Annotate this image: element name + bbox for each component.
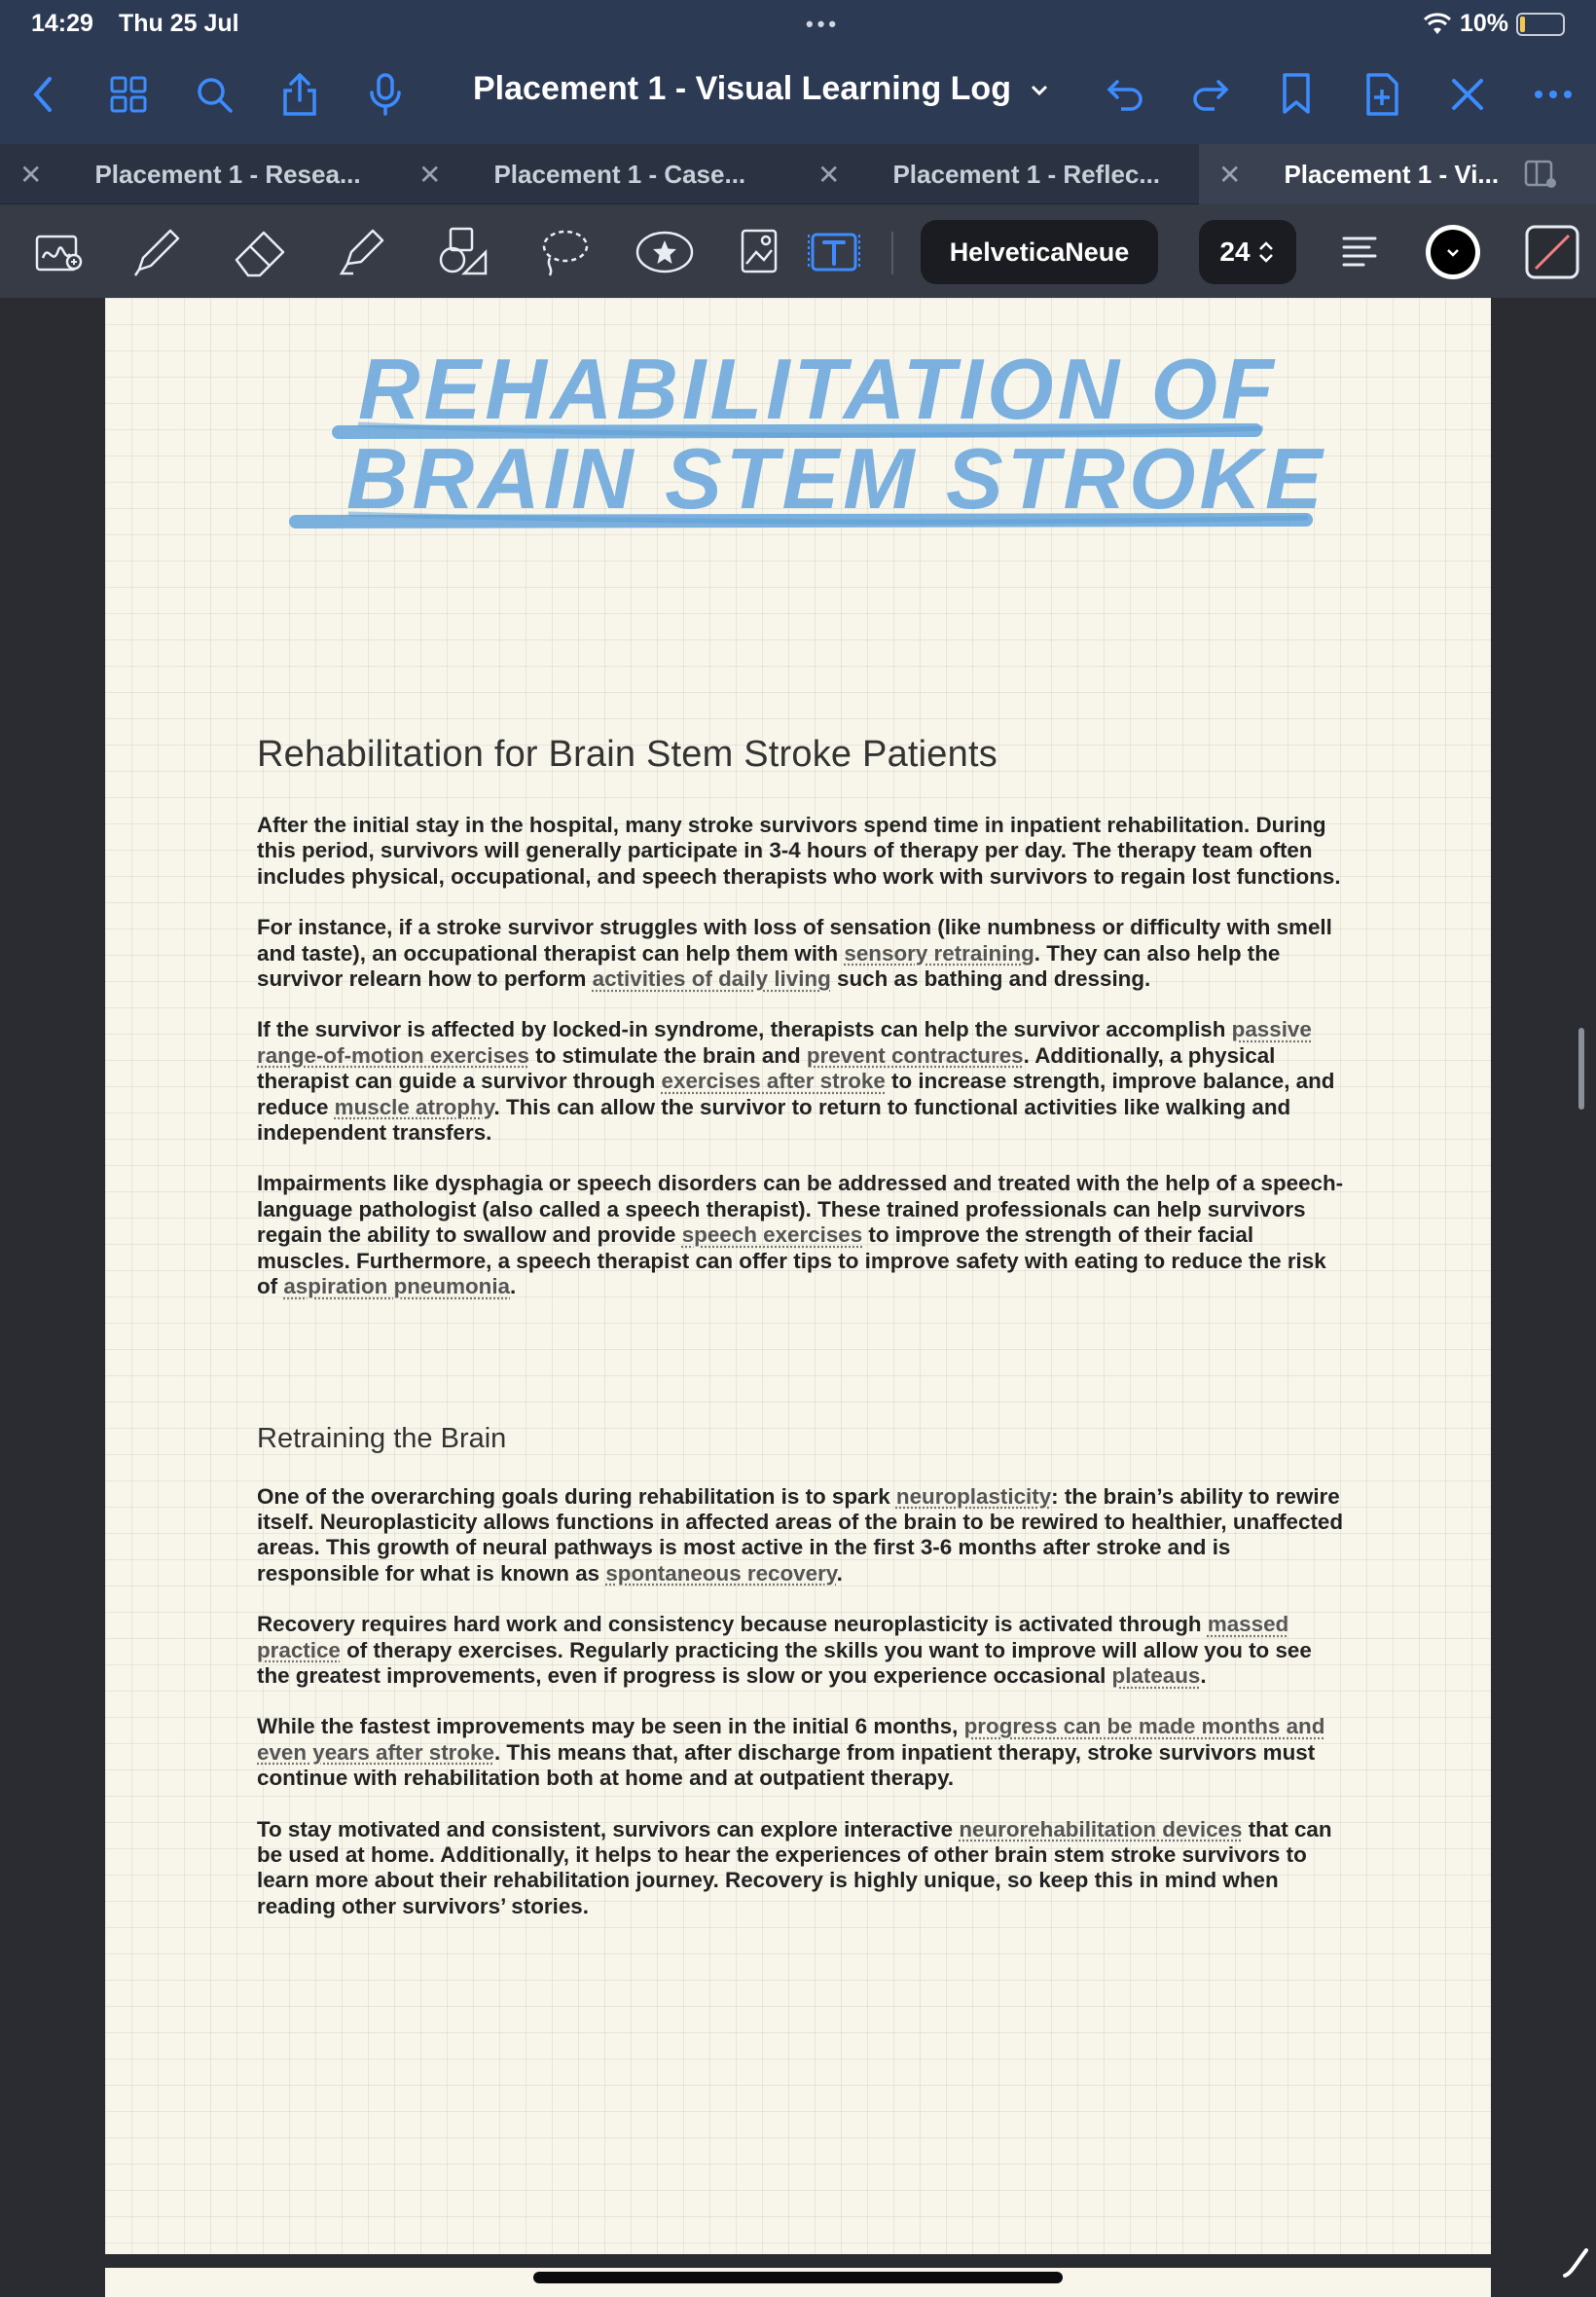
pen-tool-icon[interactable] [127,222,187,282]
paragraph [257,1171,1347,1299]
image-tool-icon[interactable] [732,222,792,282]
article-heading: Rehabilitation for Brain Stem Stroke Patients [257,734,998,775]
document-title-text: Placement 1 - Visual Learning Log [473,70,1011,107]
status-bar [31,8,1565,39]
close-tab-icon[interactable]: ✕ [19,159,43,190]
paragraph [257,915,1347,992]
section-heading: Retraining the Brain [257,1422,507,1454]
tab-label: Placement 1 - Case... [493,159,746,189]
spacer [257,1326,1347,1423]
text-span: If the survivor is affected by locked-in syndrome, therapists can help the survivor accomplish [257,1017,1232,1042]
text-span: such as bathing and dressing. [830,966,1151,992]
color-picker-icon[interactable] [1423,222,1483,282]
link[interactable]: plateaus [1111,1662,1201,1688]
font-family-selector[interactable] [921,220,1158,284]
bookmark-icon[interactable] [1267,60,1325,128]
text-span: of therapy exercises. Regularly practicing the skills you want to improve will allow you to see the greatest improvements, even if progress is slow or you experience occasional [257,1637,1312,1688]
close-editing-icon[interactable] [1438,60,1497,128]
paragraph [257,1612,1347,1689]
navigation-bar [0,60,1596,128]
text-span: While the fastest improvements may be seen in the initial 6 months, [257,1714,964,1739]
link[interactable]: spontaneous recovery [605,1560,837,1586]
text-span: . [1200,1662,1207,1688]
elements-star-icon[interactable] [635,222,695,282]
paragraph [257,1714,1347,1791]
text-span: . [836,1560,843,1586]
highlighter-tool-icon[interactable] [331,222,391,282]
text-align-icon[interactable] [1329,222,1390,282]
chevron-down-icon[interactable] [1030,84,1049,97]
document-tabs [0,144,1596,204]
tab-reflection[interactable] [817,144,1197,204]
link[interactable]: activities of daily living [592,966,831,992]
tab-label: Placement 1 - Vi... [1284,159,1500,189]
text-span: that can be used at home. Additionally, it helps to hear the experiences of other brain stem stroke survivors to learn more about their rehabilitation journey. Recovery is highly unique, so keep this in mind when reading other survivors’ stories. [257,1816,1332,1918]
text-span: For instance, if a stroke survivor struggles with loss of sensation (like numbness or difficulty with smell and taste), an occupational therapist can help them with [257,915,1332,966]
text-tool-icon[interactable] [804,222,864,282]
lasso-tool-icon[interactable] [533,222,594,282]
link[interactable]: neuroplasticity [895,1483,1052,1509]
scroll-indicator[interactable] [1578,1028,1584,1110]
microphone-icon[interactable] [356,60,415,128]
handwritten-title [212,356,1380,609]
link[interactable]: passive range-of-motion exercises [257,1017,1312,1068]
link[interactable]: exercises after stroke [661,1069,886,1094]
share-icon[interactable] [271,60,329,128]
tab-label: Placement 1 - Resea... [94,159,361,189]
paragraph [257,1017,1347,1146]
font-size-label: 24 [1219,237,1251,267]
tab-research[interactable] [0,144,428,204]
font-size-selector[interactable] [1199,220,1296,284]
grid-view-icon[interactable] [99,60,158,128]
notebook-page[interactable] [105,298,1491,2254]
no-fill-icon[interactable] [1522,222,1582,282]
tab-label: Placement 1 - Reflec... [892,159,1161,189]
more-options-icon[interactable] [1524,60,1582,128]
redo-icon[interactable] [1181,60,1240,128]
link[interactable]: prevent contractures [806,1042,1024,1068]
link[interactable]: muscle atrophy [334,1094,494,1119]
battery-icon [1516,13,1565,36]
close-tab-icon[interactable]: ✕ [1218,159,1242,190]
link[interactable]: sensory retraining [844,940,1034,966]
toolbar-divider [891,232,893,274]
text-span: . This means that, after discharge from inpatient therapy, stroke survivors must continue with rehabilitation both at home and at outpatient therapy. [257,1739,1316,1791]
eraser-tool-icon[interactable] [230,222,290,282]
font-family-label: HelveticaNeue [949,237,1130,267]
undo-icon[interactable] [1096,60,1154,128]
link[interactable]: speech exercises [681,1222,863,1248]
paragraph [257,1817,1347,1920]
text-span: . They can also help the survivor relearn how to perform [257,940,1281,992]
shapes-tool-icon[interactable] [432,222,492,282]
article-content[interactable] [257,734,1347,1945]
text-span: to increase strength, improve balance, and reduce [257,1069,1335,1119]
drawing-toolbar [0,204,1596,298]
close-tab-icon[interactable]: ✕ [418,159,442,190]
handwritten-title-line1: REHABILITATION OF [358,356,1278,437]
split-view-icon[interactable] [1524,160,1557,189]
status-date: Thu 25 Jul [119,10,239,37]
top-bar [0,0,1596,144]
link[interactable]: aspiration pneumonia [283,1274,511,1299]
home-indicator[interactable] [533,2272,1063,2283]
battery-percent: 10% [1459,10,1508,37]
handwriting-zoom-icon[interactable] [29,222,90,282]
chevron-up-down-icon [1256,238,1276,266]
text-span: Recovery requires hard work and consistency because neuroplasticity is activated through [257,1612,1208,1637]
note-canvas[interactable] [0,298,1596,2297]
search-icon[interactable] [185,60,243,128]
status-right [1423,10,1565,38]
wifi-icon [1423,13,1452,36]
text-span: to stimulate the brain and [528,1042,807,1068]
back-icon[interactable] [14,60,72,128]
paragraph [257,1484,1347,1587]
text-span: . [510,1274,517,1299]
text-span: One of the overarching goals during rehabilitation is to spark [257,1483,896,1509]
text-span: : the brain’s ability to rewire itself. Neuroplasticity allows functions in affected areas of the brain to be rewired to healthier, unaffected areas. This growth of neural pathways is most active in the first 3-6 months after stroke and is responsible for what is known as [257,1483,1344,1586]
document-title[interactable] [473,70,1049,108]
link[interactable]: neurorehabilitation devices [959,1816,1243,1841]
status-time: 14:29 [31,10,93,37]
text-span: To stay motivated and consistent, survivors can explore interactive [257,1816,960,1841]
add-page-icon[interactable] [1353,60,1411,128]
text-span: . Additionally, a physical therapist can guide a survivor through [257,1042,1276,1094]
paragraph: After the initial stay in the hospital, many stroke survivors spend time in inpatient rehabilitation. During this period, survivors will generally participate in 3-4 hours of therapy per day. The therapy team often includes physical, occupational, and speech therapists who work with survivors to regain lost functions. [257,813,1341,889]
text-span: Impairments like dysphagia or speech disorders can be addressed and treated with the help of a speech-language pathologist (also called a speech therapist). These trained professionals can help survivors regain the ability to swallow and provide [257,1171,1344,1248]
close-tab-icon[interactable]: ✕ [817,159,841,190]
link[interactable]: massed practice [257,1612,1289,1662]
text-span: to improve the strength of their facial muscles. Furthermore, a speech therapist can offer tips to improve safety with eating to reduce the risk of [257,1222,1326,1299]
tab-case[interactable] [418,144,808,204]
text-span: . This can allow the survivor to return to functional activities like walking and independent transfers. [257,1094,1291,1146]
tab-visual-learning-log[interactable] [1199,144,1596,204]
pencil-hover-icon [1561,2246,1590,2279]
link[interactable]: progress can be made months and even years after stroke [257,1714,1325,1765]
handwritten-title-line2: BRAIN STEM STROKE [346,430,1326,527]
multitasking-dots-icon[interactable]: ••• [806,12,841,36]
